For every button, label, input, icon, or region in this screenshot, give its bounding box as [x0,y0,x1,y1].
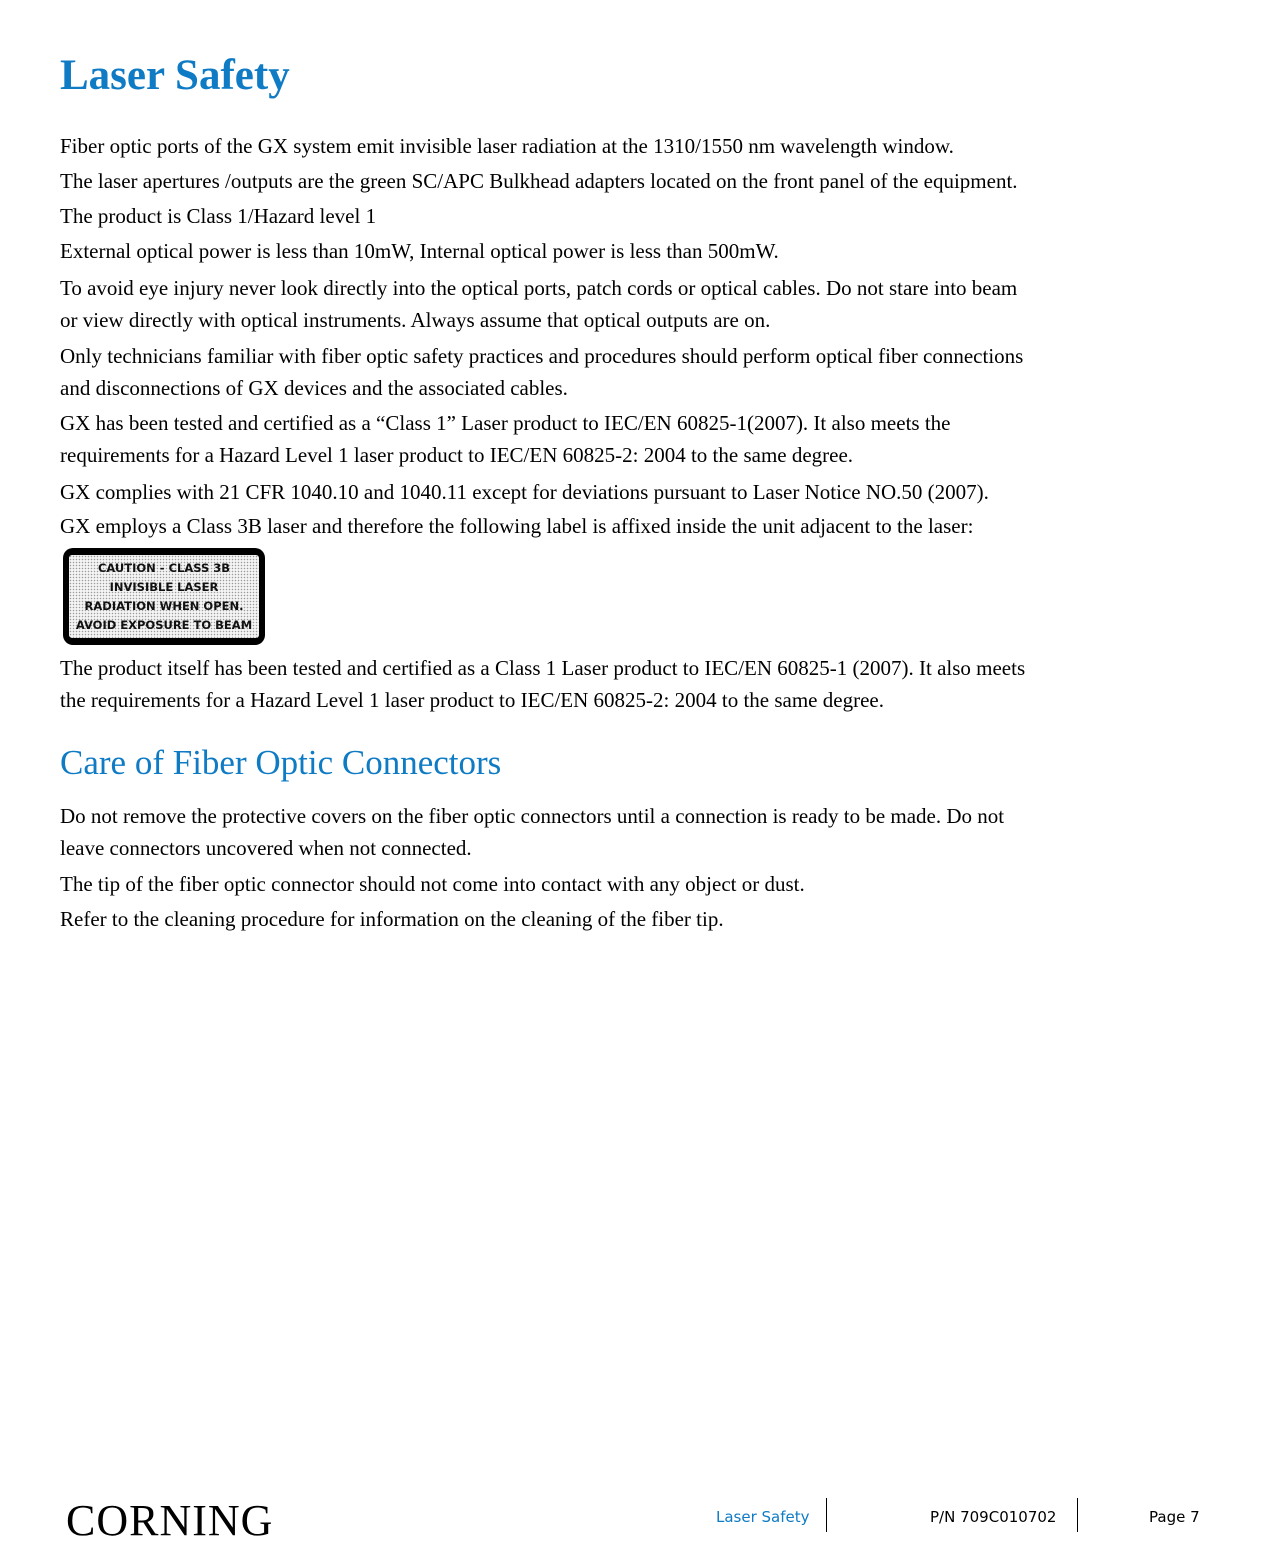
corning-logo: CORNING [66,1496,274,1545]
paragraph-product-certification: The product itself has been tested and certified as a Class 1 Laser product to IEC/EN 60825-1 (2007). It also meets the requirements for a Hazard Level 1 laser product to IEC/EN 60825-2: 2004 to the same degree. [60,656,1026,712]
paragraph-eye-injury: To avoid eye injury never look directly into the optical ports, patch cords or optical cables. Do not stare into beam or view directly with optical instruments. Always assume that optical outputs are on. [60,276,1018,332]
page-title: Laser Safety [60,52,290,99]
paragraph-apertures: The laser apertures /outputs are the green SC/APC Bulkhead adapters located on the front panel of the equipment. [60,169,1018,193]
footer-divider [826,1498,827,1532]
caution-label-line: INVISIBLE LASER [109,579,219,594]
section-title: Care of Fiber Optic Connectors [60,743,502,782]
caution-label-line: AVOID EXPOSURE TO BEAM [75,618,253,633]
caution-label-inner [69,555,259,638]
paragraph-class-3b: GX employs a Class 3B laser and therefore the following label is affixed inside the unit adjacent to the laser: [60,514,974,538]
paragraph-cleaning-reference: Refer to the cleaning procedure for information on the cleaning of the fiber tip. [60,907,724,931]
paragraph-emission: Fiber optic ports of the GX system emit invisible laser radiation at the 1310/1550 nm wavelength window. [60,134,954,158]
footer-section-name: Laser Safety [716,1508,810,1526]
caution-label-line: CAUTION - CLASS 3B [97,560,231,575]
paragraph-connector-tip: The tip of the fiber optic connector should not come into contact with any object or dust. [60,872,805,896]
paragraph-technicians: Only technicians familiar with fiber optic safety practices and procedures should perform optical fiber connections and disconnections of GX devices and the associated cables. [60,344,1024,400]
paragraph-cfr-compliance: GX complies with 21 CFR 1040.10 and 1040.11 except for deviations pursuant to Laser Notice NO.50 (2007). [60,480,989,504]
caution-label-line: RADIATION WHEN OPEN. [84,599,244,614]
paragraph-class: The product is Class 1/Hazard level 1 [60,204,377,228]
paragraph-certification: GX has been tested and certified as a “Class 1” Laser product to IEC/EN 60825-1(2007). It also meets the requirements for a Hazard Level 1 laser product to IEC/EN 60825-2: 2004 to the same degree. [60,411,951,467]
paragraph-protective-covers: Do not remove the protective covers on the fiber optic connectors until a connection is ready to be made. Do not leave connectors uncovered when not connected. [60,804,1005,860]
footer-divider [1077,1498,1078,1532]
caution-label-image [63,548,265,645]
paragraph-optical-power: External optical power is less than 10mW, Internal optical power is less than 500mW. [60,239,779,263]
footer-part-number: P/N 709C010702 [930,1508,1057,1526]
footer-page-number: Page 7 [1149,1508,1200,1526]
